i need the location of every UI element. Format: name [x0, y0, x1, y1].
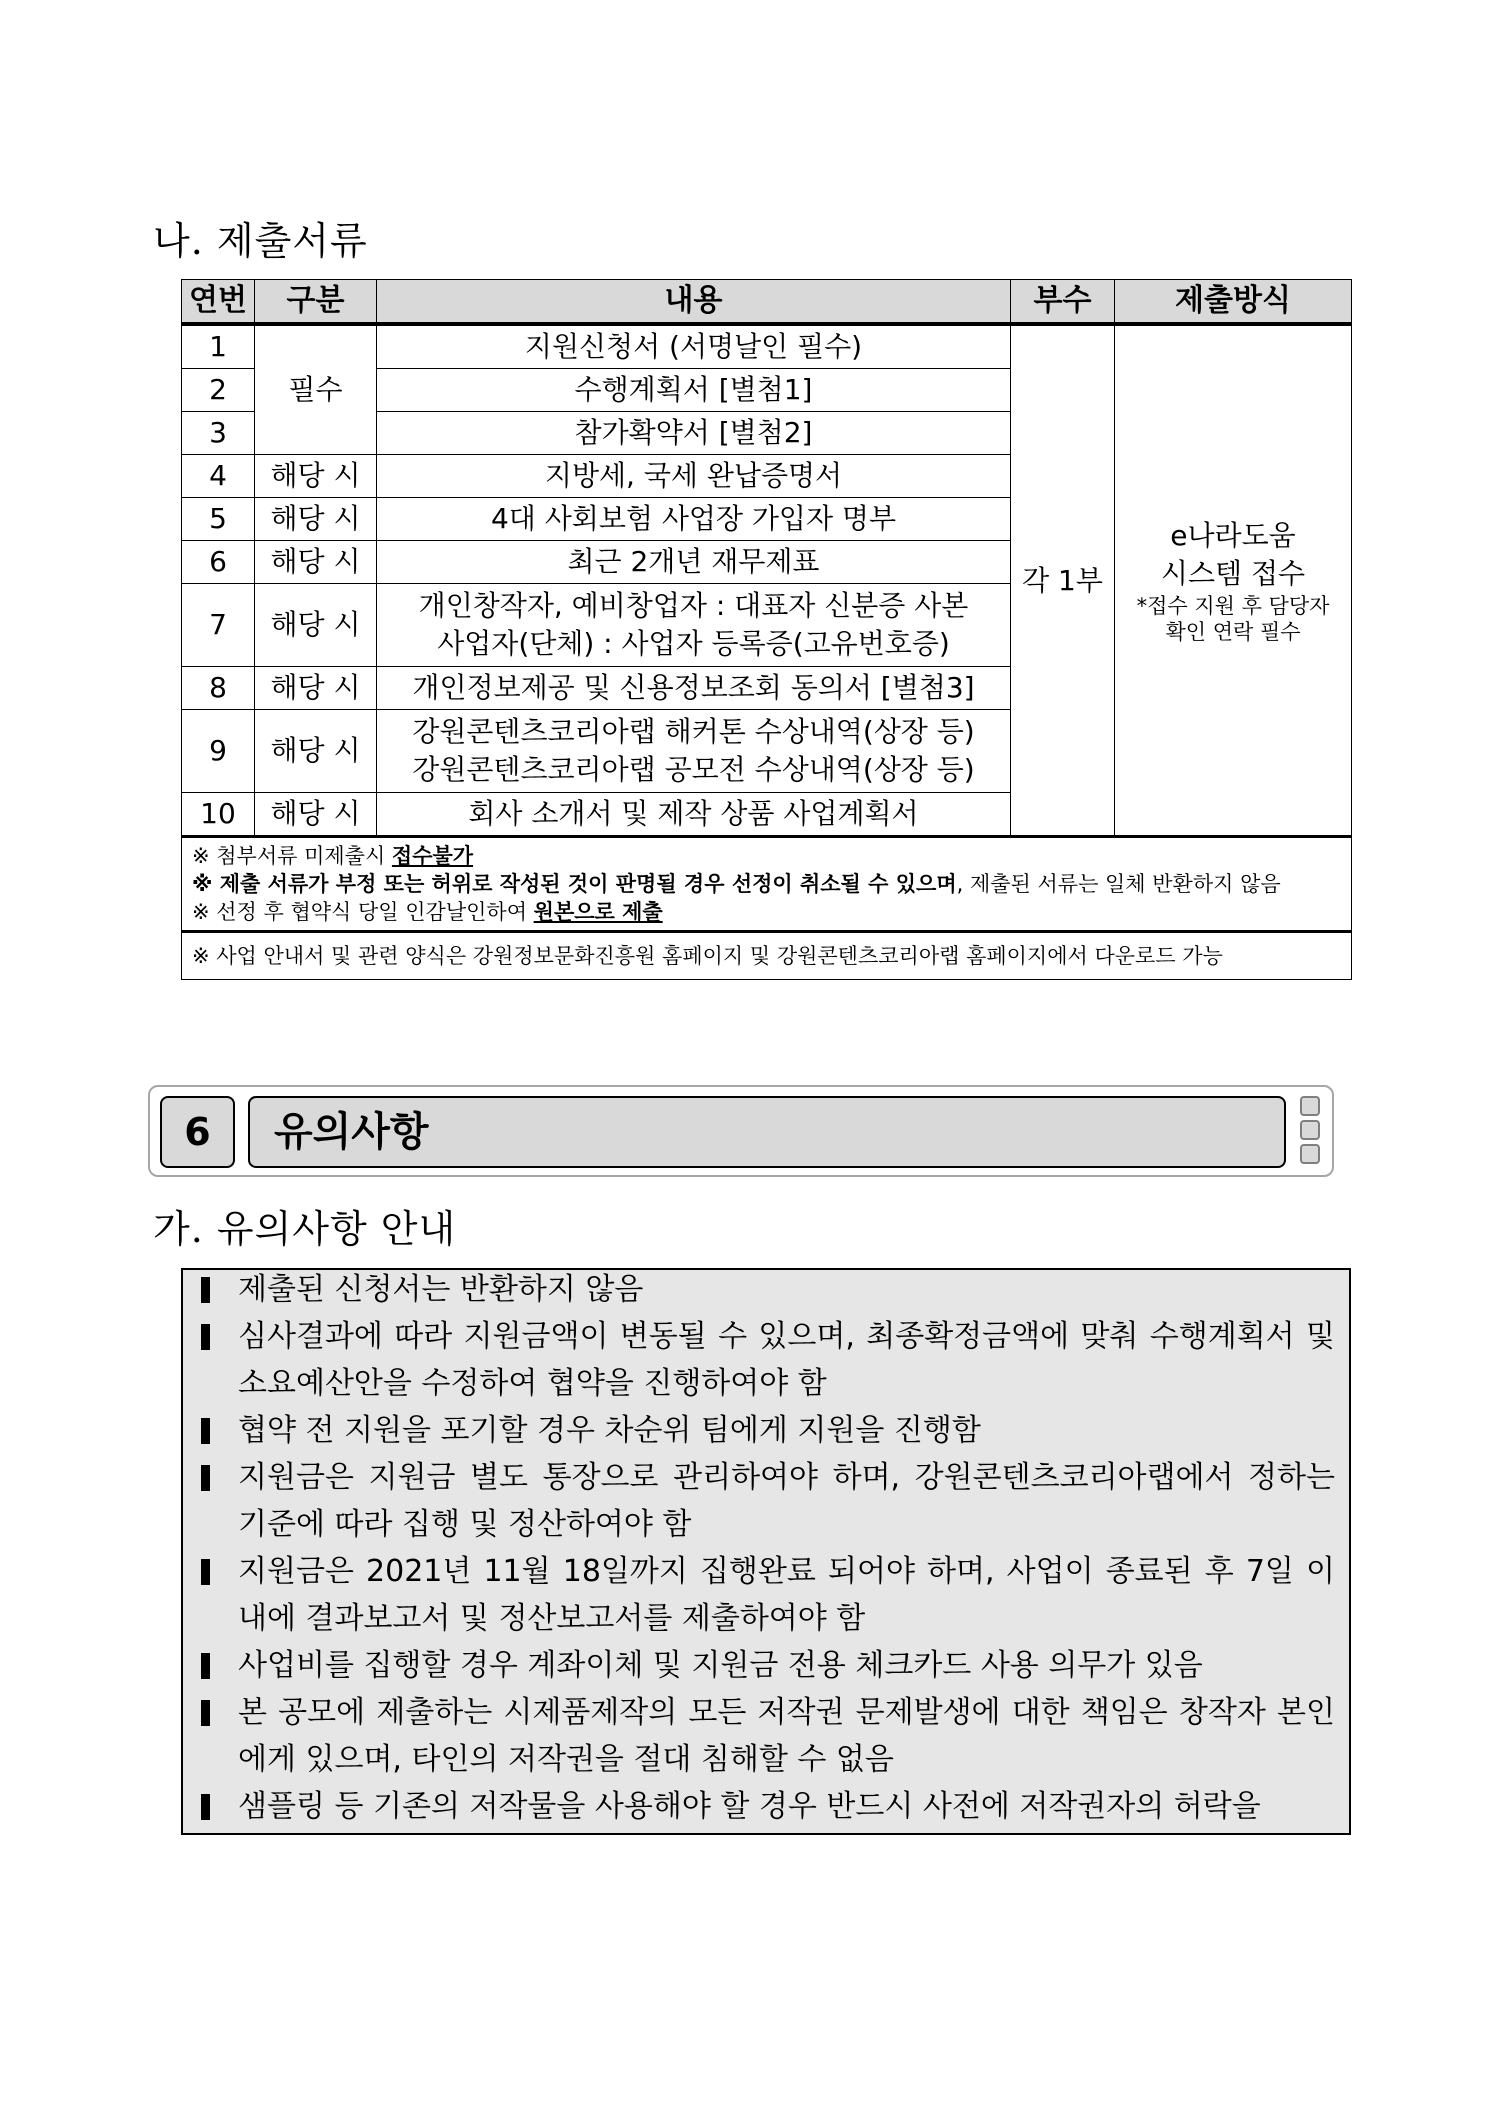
row-no: 6 — [182, 541, 255, 584]
copies-cell: 각 1부 — [1011, 324, 1115, 837]
row-content-line2: 사업자(단체) : 사업자 등록증(고유번호증) — [437, 627, 950, 660]
row-category: 해당 시 — [255, 584, 377, 667]
row-content — [377, 584, 1011, 667]
row-category: 해당 시 — [255, 710, 377, 793]
method-line1: e나라도움 — [1170, 518, 1296, 552]
row-category: 해당 시 — [255, 667, 377, 710]
list-item — [183, 1407, 1349, 1454]
list-item — [183, 1689, 1349, 1783]
row-no: 8 — [182, 667, 255, 710]
download-note: ※ 사업 안내서 및 관련 양식은 강원정보문화진흥원 홈페이지 및 강원콘텐츠코리아랩 홈페이지에서 다운로드 가능 — [182, 932, 1352, 980]
row-content-line2: 강원콘텐츠코리아랩 공모전 수상내역(상장 등) — [412, 753, 975, 786]
row-content: 수행계획서 [별첨1] — [377, 369, 1011, 412]
row-content-line1: 강원콘텐츠코리아랩 해커톤 수상내역(상장 등) — [412, 715, 975, 748]
row-content: 참가확약서 [별첨2] — [377, 412, 1011, 455]
note-3-text: ※ 선정 후 협약식 당일 인감날인하여 — [192, 900, 534, 924]
table-row — [182, 324, 1352, 369]
caution-box — [181, 1268, 1351, 1835]
note-1-text: ※ 첨부서류 미제출시 — [192, 844, 392, 868]
section-title: 유의사항 — [248, 1096, 1286, 1168]
row-category: 해당 시 — [255, 541, 377, 584]
header-content: 내용 — [377, 280, 1011, 325]
bullet-icon — [201, 1465, 210, 1491]
method-line2: 시스템 접수 — [1160, 556, 1306, 590]
row-content — [377, 710, 1011, 793]
row-category: 필수 — [255, 324, 377, 455]
list-item-text: 심사결과에 따라 지원금액이 변동될 수 있으며, 최종확정금액에 맞춰 수행계획서 및 소요예산안을 수정하여 협약을 진행하여야 함 — [238, 1319, 1335, 1401]
row-no: 7 — [182, 584, 255, 667]
method-cell — [1115, 324, 1352, 837]
list-item-text: 제출된 신청서는 반환하지 않음 — [238, 1272, 644, 1307]
notes-row — [182, 837, 1352, 932]
row-category: 해당 시 — [255, 793, 377, 837]
row-category: 해당 시 — [255, 455, 377, 498]
method-note-line2: 확인 연락 필수 — [1165, 619, 1301, 644]
download-row — [182, 932, 1352, 980]
note-1 — [192, 842, 1341, 870]
bullet-icon — [201, 1277, 210, 1303]
row-content: 지방세, 국세 완납증명서 — [377, 455, 1011, 498]
section-decoration — [1300, 1096, 1322, 1168]
list-item-text: 사업비를 집행할 경우 계좌이체 및 지원금 전용 체크카드 사용 의무가 있음 — [238, 1648, 1203, 1683]
header-method: 제출방식 — [1115, 280, 1352, 325]
bullet-icon — [201, 1700, 210, 1726]
list-item — [183, 1454, 1349, 1548]
row-no: 2 — [182, 369, 255, 412]
bullet-icon — [201, 1794, 210, 1820]
row-content: 지원신청서 (서명날인 필수) — [377, 324, 1011, 369]
deco-square — [1300, 1144, 1320, 1164]
note-1-emphasis: 접수불가 — [391, 844, 474, 868]
note-2-text: , 제출된 서류는 일체 반환하지 않음 — [956, 872, 1281, 896]
note-2 — [192, 870, 1341, 898]
list-item — [183, 1783, 1349, 1830]
method-note-line1: *접수 지원 후 담당자 — [1136, 593, 1330, 618]
bullet-icon — [201, 1559, 210, 1585]
row-content: 최근 2개년 재무제표 — [377, 541, 1011, 584]
row-no: 3 — [182, 412, 255, 455]
list-item-text: 협약 전 지원을 포기할 경우 차순위 팀에게 지원을 진행함 — [238, 1413, 981, 1448]
header-no: 연번 — [182, 280, 255, 325]
row-no: 1 — [182, 324, 255, 369]
list-item — [183, 1548, 1349, 1642]
list-item-text: 본 공모에 제출하는 시제품제작의 모든 저작권 문제발생에 대한 책임은 창작자 본인에게 있으며, 타인의 저작권을 절대 침해할 수 없음 — [238, 1695, 1335, 1777]
bullet-icon — [201, 1418, 210, 1444]
list-item-text: 지원금은 2021년 11월 18일까지 집행완료 되어야 하며, 사업이 종료된 후 7일 이내에 결과보고서 및 정산보고서를 제출하여야 함 — [238, 1554, 1335, 1636]
list-item — [183, 1642, 1349, 1689]
bullet-icon — [201, 1653, 210, 1679]
row-content: 회사 소개서 및 제작 상품 사업계획서 — [377, 793, 1011, 837]
row-category: 해당 시 — [255, 498, 377, 541]
section-heading-caution: 가. 유의사항 안내 — [153, 1207, 457, 1251]
documents-table — [181, 279, 1352, 980]
row-no: 5 — [182, 498, 255, 541]
section-number: 6 — [160, 1096, 235, 1168]
list-item-text: 샘플링 등 기존의 저작물을 사용해야 할 경우 반드시 사전에 저작권자의 허락을 — [238, 1789, 1261, 1824]
list-item — [183, 1313, 1349, 1407]
row-content-line1: 개인창작자, 예비창업자 : 대표자 신분증 사본 — [418, 589, 969, 622]
row-no: 9 — [182, 710, 255, 793]
header-category: 구분 — [255, 280, 377, 325]
note-3-emphasis: 원본으로 제출 — [533, 900, 663, 924]
deco-square — [1300, 1096, 1320, 1116]
note-2-emphasis: ※ 제출 서류가 부정 또는 허위로 작성된 것이 판명될 경우 선정이 취소될 수 있으며 — [192, 872, 957, 896]
list-item — [183, 1268, 1349, 1313]
deco-square — [1300, 1120, 1320, 1140]
section-header-bar — [148, 1085, 1334, 1177]
row-no: 10 — [182, 793, 255, 837]
header-copies: 부수 — [1011, 280, 1115, 325]
section-heading-documents: 나. 제출서류 — [153, 219, 368, 263]
row-content: 개인정보제공 및 신용정보조회 동의서 [별첨3] — [377, 667, 1011, 710]
list-item-text: 지원금은 지원금 별도 통장으로 관리하여야 하며, 강원콘텐츠코리아랩에서 정하는 기준에 따라 집행 및 정산하여야 함 — [238, 1460, 1335, 1542]
table-header-row — [182, 280, 1352, 325]
bullet-icon — [201, 1324, 210, 1350]
notes-cell — [182, 837, 1352, 932]
row-no: 4 — [182, 455, 255, 498]
row-content: 4대 사회보험 사업장 가입자 명부 — [377, 498, 1011, 541]
note-3 — [192, 898, 1341, 926]
